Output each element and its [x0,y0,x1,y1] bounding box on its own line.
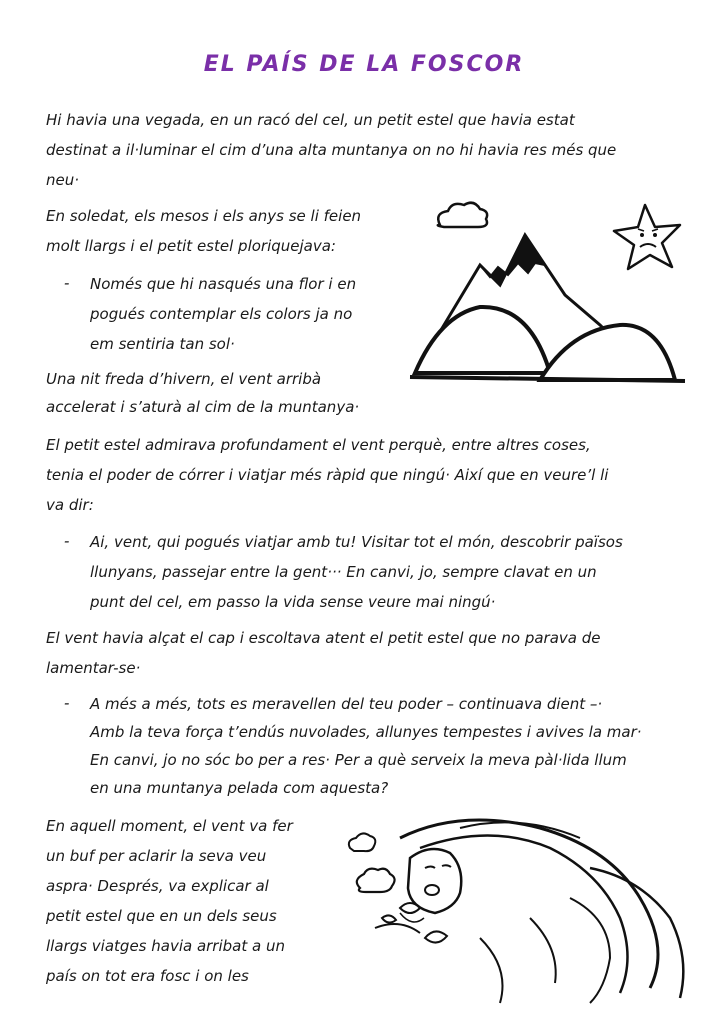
dialogue-line: em sentiria tan sol· [90,335,235,353]
text-line: Una nit freda d’hivern, el vent arribà [46,370,322,388]
text-line: petit estel que en un dels seus [46,907,277,925]
wind-face-illustration [340,808,710,1008]
leaf-icon [400,913,424,922]
leaf-icon [400,903,420,913]
dialogue-line: punt del cel, em passo la vida sense veure mai ningú· [90,593,496,611]
text-line: neu· [46,171,80,189]
text-line: va dir: [46,496,94,514]
cloud-icon [438,203,487,227]
text-line: país on tot era fosc i on les [46,967,249,985]
dialogue-dash: - [64,694,70,712]
dialogue-dash: - [64,274,70,292]
text-line: destinat a il·luminar el cim d’una alta muntanya on no hi havia res més que [46,141,617,159]
dialogue-line: Només que hi nasqués una flor i en [90,275,357,293]
leaf-icon [382,915,396,922]
leaf-icon [425,931,447,942]
dialogue-line: en una muntanya pelada com aquesta? [90,779,389,797]
text-line: tenia el poder de córrer i viatjar més ràpid que ningú· Així que en veure’l li [46,466,609,484]
text-line: accelerat i s’aturà al cim de la muntanya· [46,398,360,416]
dialogue-dash: - [64,532,70,550]
document-title: EL PAÍS DE LA FOSCOR [203,52,525,77]
dialogue-line: Amb la teva força t’endús nuvolades, allunyes tempestes i avives la mar· [90,723,642,741]
dialogue-line: llunyans, passejar entre la gent··· En canvi, jo, sempre clavat en un [90,563,597,581]
text-line: Hi havia una vegada, en un racó del cel, un petit estel que havia estat [46,111,575,129]
sad-star-icon [614,205,680,269]
text-line: lamentar-se· [46,659,141,677]
text-line: un buf per aclarir la seva veu [46,847,267,865]
text-line: molt llargs i el petit estel ploriquejava: [46,237,336,255]
dialogue-line: pogués contemplar els colors ja no [90,305,353,323]
text-line: El vent havia alçat el cap i escoltava atent el petit estel que no parava de [46,629,601,647]
text-line: El petit estel admirava profundament el vent perquè, entre altres coses, [46,436,591,454]
puff-cloud [357,869,395,892]
text-line: En aquell moment, el vent va fer [46,817,293,835]
text-line: En soledat, els mesos i els anys se li feien [46,207,362,225]
puff-cloud [349,833,375,851]
dialogue-line: Ai, vent, qui pogués viatjar amb tu! Visitar tot el món, descobrir països [90,533,623,551]
dialogue-line: En canvi, jo no sóc bo per a res· Per a què serveix la meva pàl·lida llum [90,751,627,769]
mountain-star-illustration [400,195,700,400]
wind-face [408,849,461,913]
text-line: aspra· Després, va explicar al [46,877,269,895]
dialogue-line: A més a més, tots es meravellen del teu poder – continuava dient –· [90,695,603,713]
text-line: llargs viatges havia arribat a un [46,937,285,955]
